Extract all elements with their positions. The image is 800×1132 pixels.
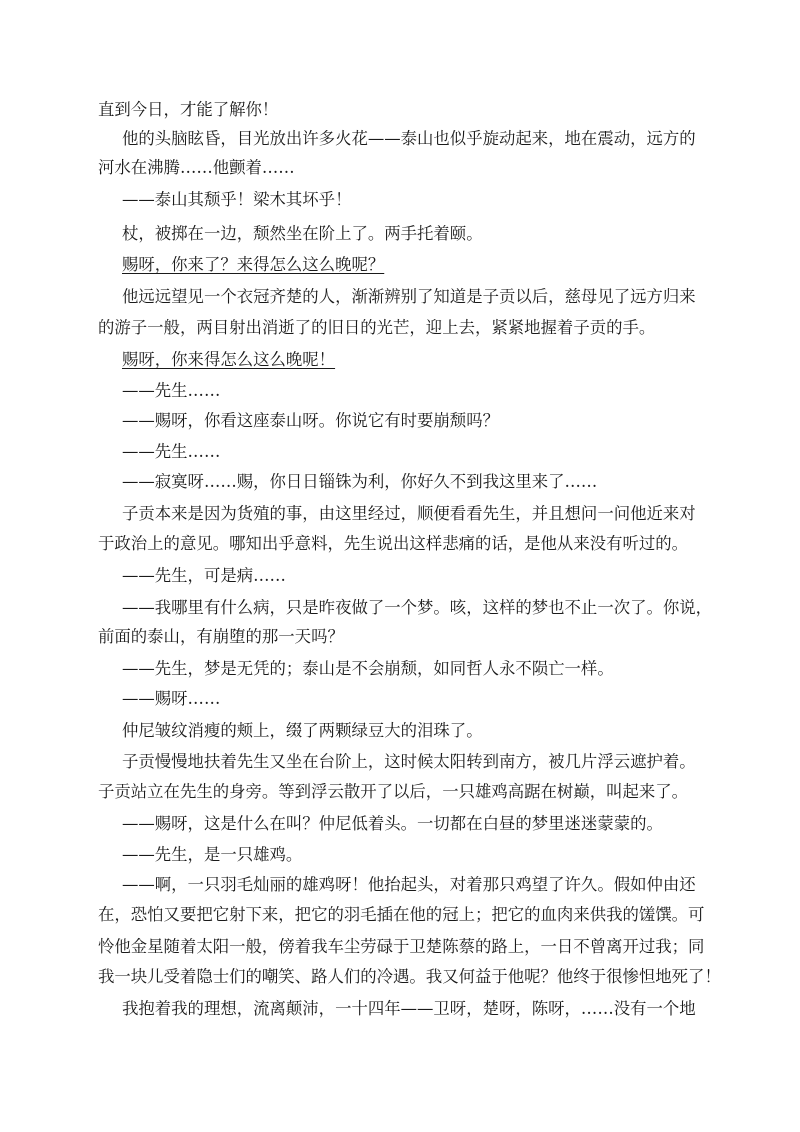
text-line: 前面的泰山，有崩堕的那一天吗？: [98, 627, 344, 646]
text-line: 河水在沸腾……他颤着……: [98, 158, 295, 177]
text-line: 在，恐怕又要把它射下来，把它的羽毛插在他的冠上；把它的血肉来供我的馐馔。可: [98, 905, 705, 924]
text-line: 他的头脑眩昏，目光放出许多火花——泰山也似乎旋动起来，地在震动，远方的: [122, 129, 696, 148]
text-line: ——泰山其颓乎！梁木其坏乎！: [122, 190, 352, 209]
text-line: 子贡本来是因为货殖的事，由这里经过，顺便看看先生，并且想问一问他近来对: [122, 504, 696, 523]
text-line: ——赐呀，这是什么在叫？仲尼低着头。一切都在白昼的梦里迷迷蒙蒙的。: [122, 814, 663, 833]
text-line: ——先生，梦是无凭的；泰山是不会崩颓，如同哲人永不陨亡一样。: [122, 659, 614, 678]
text-line: 我抱着我的理想，流离颠沛，一十四年——卫呀，楚呀，陈呀，……没有一个地: [122, 999, 696, 1018]
text-line: 怜他金星随着太阳一般，傍着我车尘劳碌于卫楚陈蔡的路上，一日不曾离开过我；同: [98, 937, 705, 956]
text-line: 仲尼皱纹消瘦的颊上，缀了两颗绿豆大的泪珠了。: [122, 721, 483, 740]
text-line: ——赐呀……: [122, 689, 221, 708]
text-line: ——先生，可是病……: [122, 566, 286, 585]
text-line: ——先生，是一只雄鸡。: [122, 845, 303, 864]
underlined-text-line: 赐呀，你来了？来得怎么这么晚呢？: [122, 255, 385, 274]
text-line: ——寂寞呀……赐，你日日锱铢为利，你好久不到我这里来了……: [122, 472, 598, 491]
text-line: ——啊，一只羽毛灿丽的雄鸡呀！他抬起头，对着那只鸡望了许久。假如仲由还: [122, 875, 696, 894]
text-line: ——赐呀，你看这座泰山呀。你说它有时要崩颓吗？: [122, 411, 499, 430]
text-line: ——我哪里有什么病，只是昨夜做了一个梦。咳，这样的梦也不止一次了。你说，: [122, 598, 713, 617]
text-line: 杖，被掷在一边，颓然坐在阶上了。两手托着颐。: [122, 224, 483, 243]
text-line: ——先生……: [122, 381, 221, 400]
text-line: 直到今日，才能了解你！: [98, 100, 279, 119]
text-line: ——先生……: [122, 442, 221, 461]
underlined-text-line: 赐呀，你来得怎么这么晚呢！: [122, 350, 336, 369]
text-line: 他远远望见一个衣冠齐楚的人，渐渐辨别了知道是子贡以后，慈母见了远方归来: [122, 287, 696, 306]
text-line: 子贡站立在先生的身旁。等到浮云散开了以后，一只雄鸡高踞在树巅，叫起来了。: [98, 782, 689, 801]
text-line: 的游子一般，两目射出消逝了的旧日的光芒，迎上去，紧紧地握着子贡的手。: [98, 318, 656, 337]
text-line: 我一块儿受着隐士们的嘲笑、路人们的冷遇。我又何益于他呢？他终于很惨怛地死了！: [98, 967, 721, 986]
text-line: 子贡慢慢地扶着先生又坐在台阶上，这时候太阳转到南方，被几片浮云遮护着。: [122, 752, 696, 771]
text-line: 于政治上的意见。哪知出乎意料，先生说出这样悲痛的话，是他从来没有听过的。: [98, 534, 689, 553]
